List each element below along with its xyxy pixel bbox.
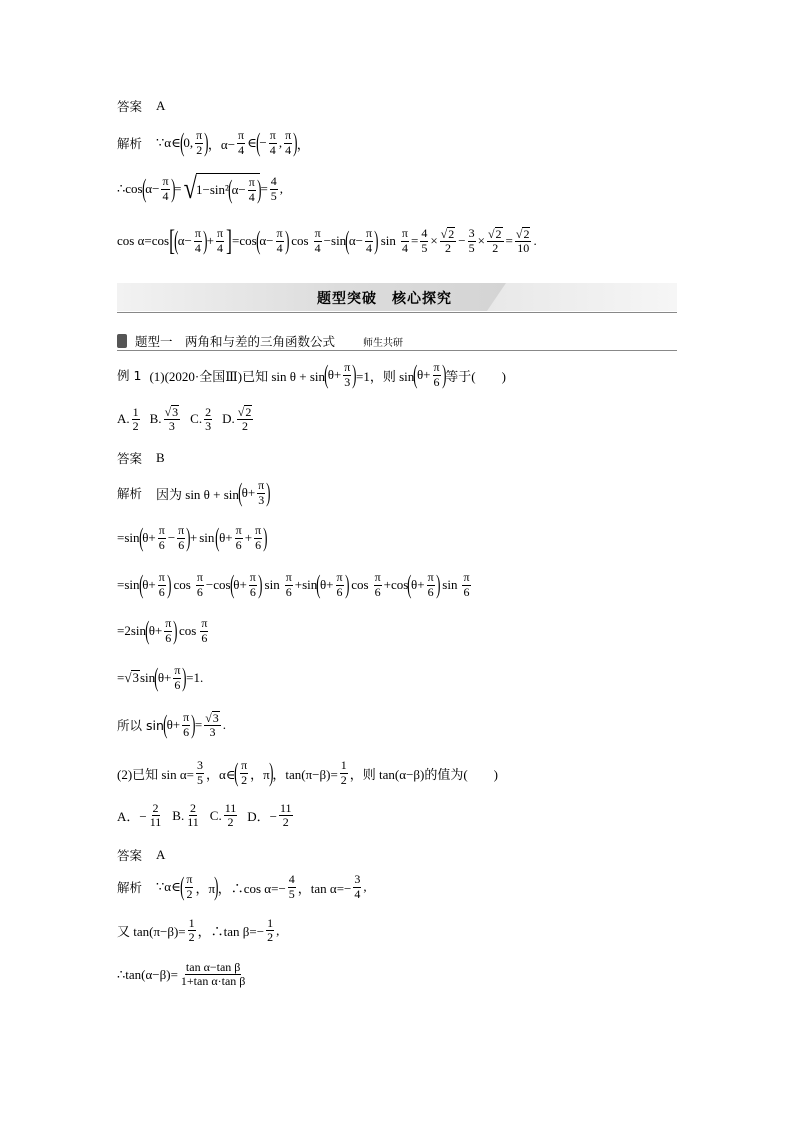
section-name: 题型一 两角和与差的三角函数公式 [135, 334, 336, 349]
paren: ( [255, 128, 261, 157]
text: ∈ [247, 135, 257, 150]
section-banner [117, 283, 677, 311]
solution-3-line-3: ∴tan(α−β)= $\frac{\text{tan α−tan β}}{\text{1+tan α·tan β}}$ [117, 960, 246, 989]
solution-3-line-1: 解析 ∵α∈ ( $\frac{\pi}{2}$ ，π ) ，∴cos α=− $\frac{4}{5}$ ，tan α=− $\frac{3}{4}$ , [117, 872, 367, 901]
text: ， [296, 136, 310, 152]
paren: ( [141, 174, 147, 203]
square-root: √ 1−sin² ( α− $\frac{\pi}{4}$ ) [183, 172, 262, 205]
example-label: 例 1 [117, 368, 142, 383]
divider [117, 312, 677, 313]
solution-2-line-3: =sin ( θ+ $\frac{\pi}{6}$ ) cos $\frac{\pi}{6}$ −cos ( θ+ $\frac{\pi}{6}$ ) sin $\frac{\pi}{6}$ +sin ( θ+ $\frac{\pi}{6}$ ) cos $\frac{\pi}{6}$ +cos ( θ+ $\frac{\pi}{6}$ ) sin $\frac{\pi}{6}$ [117, 570, 470, 599]
fraction: $\frac{\pi}{4}$ [285, 128, 292, 157]
paren: ) [170, 174, 176, 203]
solution-1-line-2 [117, 172, 283, 206]
option-c: C. [190, 411, 203, 427]
solution-2-line-1: 解析 因为 sin θ + sin ( θ+ $\frac{\pi}{3}$ ) [117, 478, 271, 507]
banner-decoration [487, 283, 677, 311]
text: α− [145, 181, 160, 196]
solution-label: 解析 [117, 136, 143, 151]
text: (1)(2020·全国Ⅲ)已知 sin θ + sin [149, 368, 326, 384]
section-tag: 师生共研 [363, 337, 404, 349]
text: ∵α∈ [156, 135, 181, 150]
text: ，α− [207, 136, 236, 152]
divider [117, 350, 677, 351]
solution-3-line-2: 又 tan(π−β)= $\frac{1}{2}$ ，∴tan β=− $\frac{1}{2}$ , [117, 916, 280, 945]
option-a: A. [117, 411, 130, 427]
solution-2-line-5: = √3 sin ( θ+ $\frac{\pi}{6}$ ) =1. [117, 663, 204, 692]
text: = [260, 181, 268, 196]
answer-value: B [156, 450, 165, 465]
solution-2-line-4: =2sin ( θ+ $\frac{\pi}{6}$ ) cos $\frac{\pi}{6}$ [117, 616, 208, 645]
bracket: ] [226, 224, 233, 257]
fraction: $\frac{\pi}{2}$ [196, 128, 203, 157]
paren: ( [179, 128, 185, 157]
solution-1-line-1 [117, 128, 310, 158]
option-b: B. [172, 807, 185, 823]
option-c: C. [209, 807, 222, 823]
example-2-options: A．− $\frac{2}{11}$ B. $\frac{2}{11}$ C. $\frac{11}{2}$ D．− $\frac{11}{2}$ [117, 801, 292, 830]
fraction: $\frac{\pi}{4}$ [238, 128, 245, 157]
option-d: D. [222, 411, 235, 427]
answer-value: A [156, 847, 166, 862]
answer-label: 答案 [117, 99, 143, 114]
answer-line-2 [117, 449, 165, 467]
solution-2-line-6: 所以 sin ( θ+ $\frac{\pi}{6}$ ) = $\frac{√3}{3}$ . [117, 710, 227, 739]
text: cos α=cos [117, 233, 170, 248]
text: 0, [183, 135, 194, 150]
example-1-options: A. $\frac{1}{2}$ B. $\frac{√3}{3}$ C. $\frac{2}{3}$ D. $\frac{√2}{2}$ [117, 404, 252, 434]
option-a: A．− [117, 809, 147, 825]
answer-line-3 [117, 846, 165, 864]
text: − [259, 135, 267, 150]
paren: ) [204, 128, 209, 157]
text: , [279, 181, 284, 196]
fraction: $\frac{\pi}{4}$ [269, 128, 276, 157]
solution-label: 解析 [117, 486, 143, 501]
answer-line-1 [117, 97, 165, 115]
example-1-question: 例 1 (1)(2020·全国Ⅲ)已知 sin θ + sin ( θ+ $\frac{\pi}{3}$ ) =1，则 sin ( θ+ $\frac{\pi}{6}$ ) 等于( ) [117, 360, 506, 389]
section-header [117, 332, 403, 350]
text: , [278, 135, 283, 150]
solution-2-line-2: =sin ( θ+ $\frac{\pi}{6}$ − $\frac{\pi}{6}$ ) + sin ( θ+ $\frac{\pi}{6}$ + $\frac{\pi}{6}$ ) [117, 523, 268, 552]
fraction: $\frac{4}{5}$ [270, 174, 277, 203]
example-2-question: (2)已知 sin α= $\frac{3}{5}$ ，α∈ ( $\frac{\pi}{2}$ ，π ) ，tan(π−β)= $\frac{1}{2}$ ，则 tan(α−β)的值为( ) [117, 758, 499, 787]
solution-1-line-3: cos α=cos [ ( α− $\frac{\pi}{4}$ ) + $\frac{\pi}{4}$ ] =cos ( α− $\frac{\pi}{4}$ ) cos $\frac{\pi}{4}$ −sin ( α− $\frac{\pi}{4}$ ) sin $\frac{\pi}{4}$ = $\frac{4}{5}$ × $\frac{√2}{2}$ − $\frac{3}{5}$ × $\frac{√2}{2}$ = $\frac{√2}{10}$ . [117, 224, 537, 257]
bracket: [ [169, 224, 176, 257]
text: = [174, 181, 182, 196]
option-d: D．− [247, 809, 277, 825]
solution-label: 解析 [117, 880, 143, 895]
text: ∴cos [117, 181, 143, 196]
answer-label: 答案 [117, 451, 143, 466]
answer-label: 答案 [117, 848, 143, 863]
paren: ) [293, 128, 298, 157]
answer-value: A [156, 98, 166, 113]
banner-title: 题型突破 核心探究 [317, 291, 452, 307]
option-b: B. [149, 411, 162, 427]
fraction: $\frac{\pi}{4}$ [162, 174, 169, 203]
section-marker-icon [117, 334, 127, 348]
